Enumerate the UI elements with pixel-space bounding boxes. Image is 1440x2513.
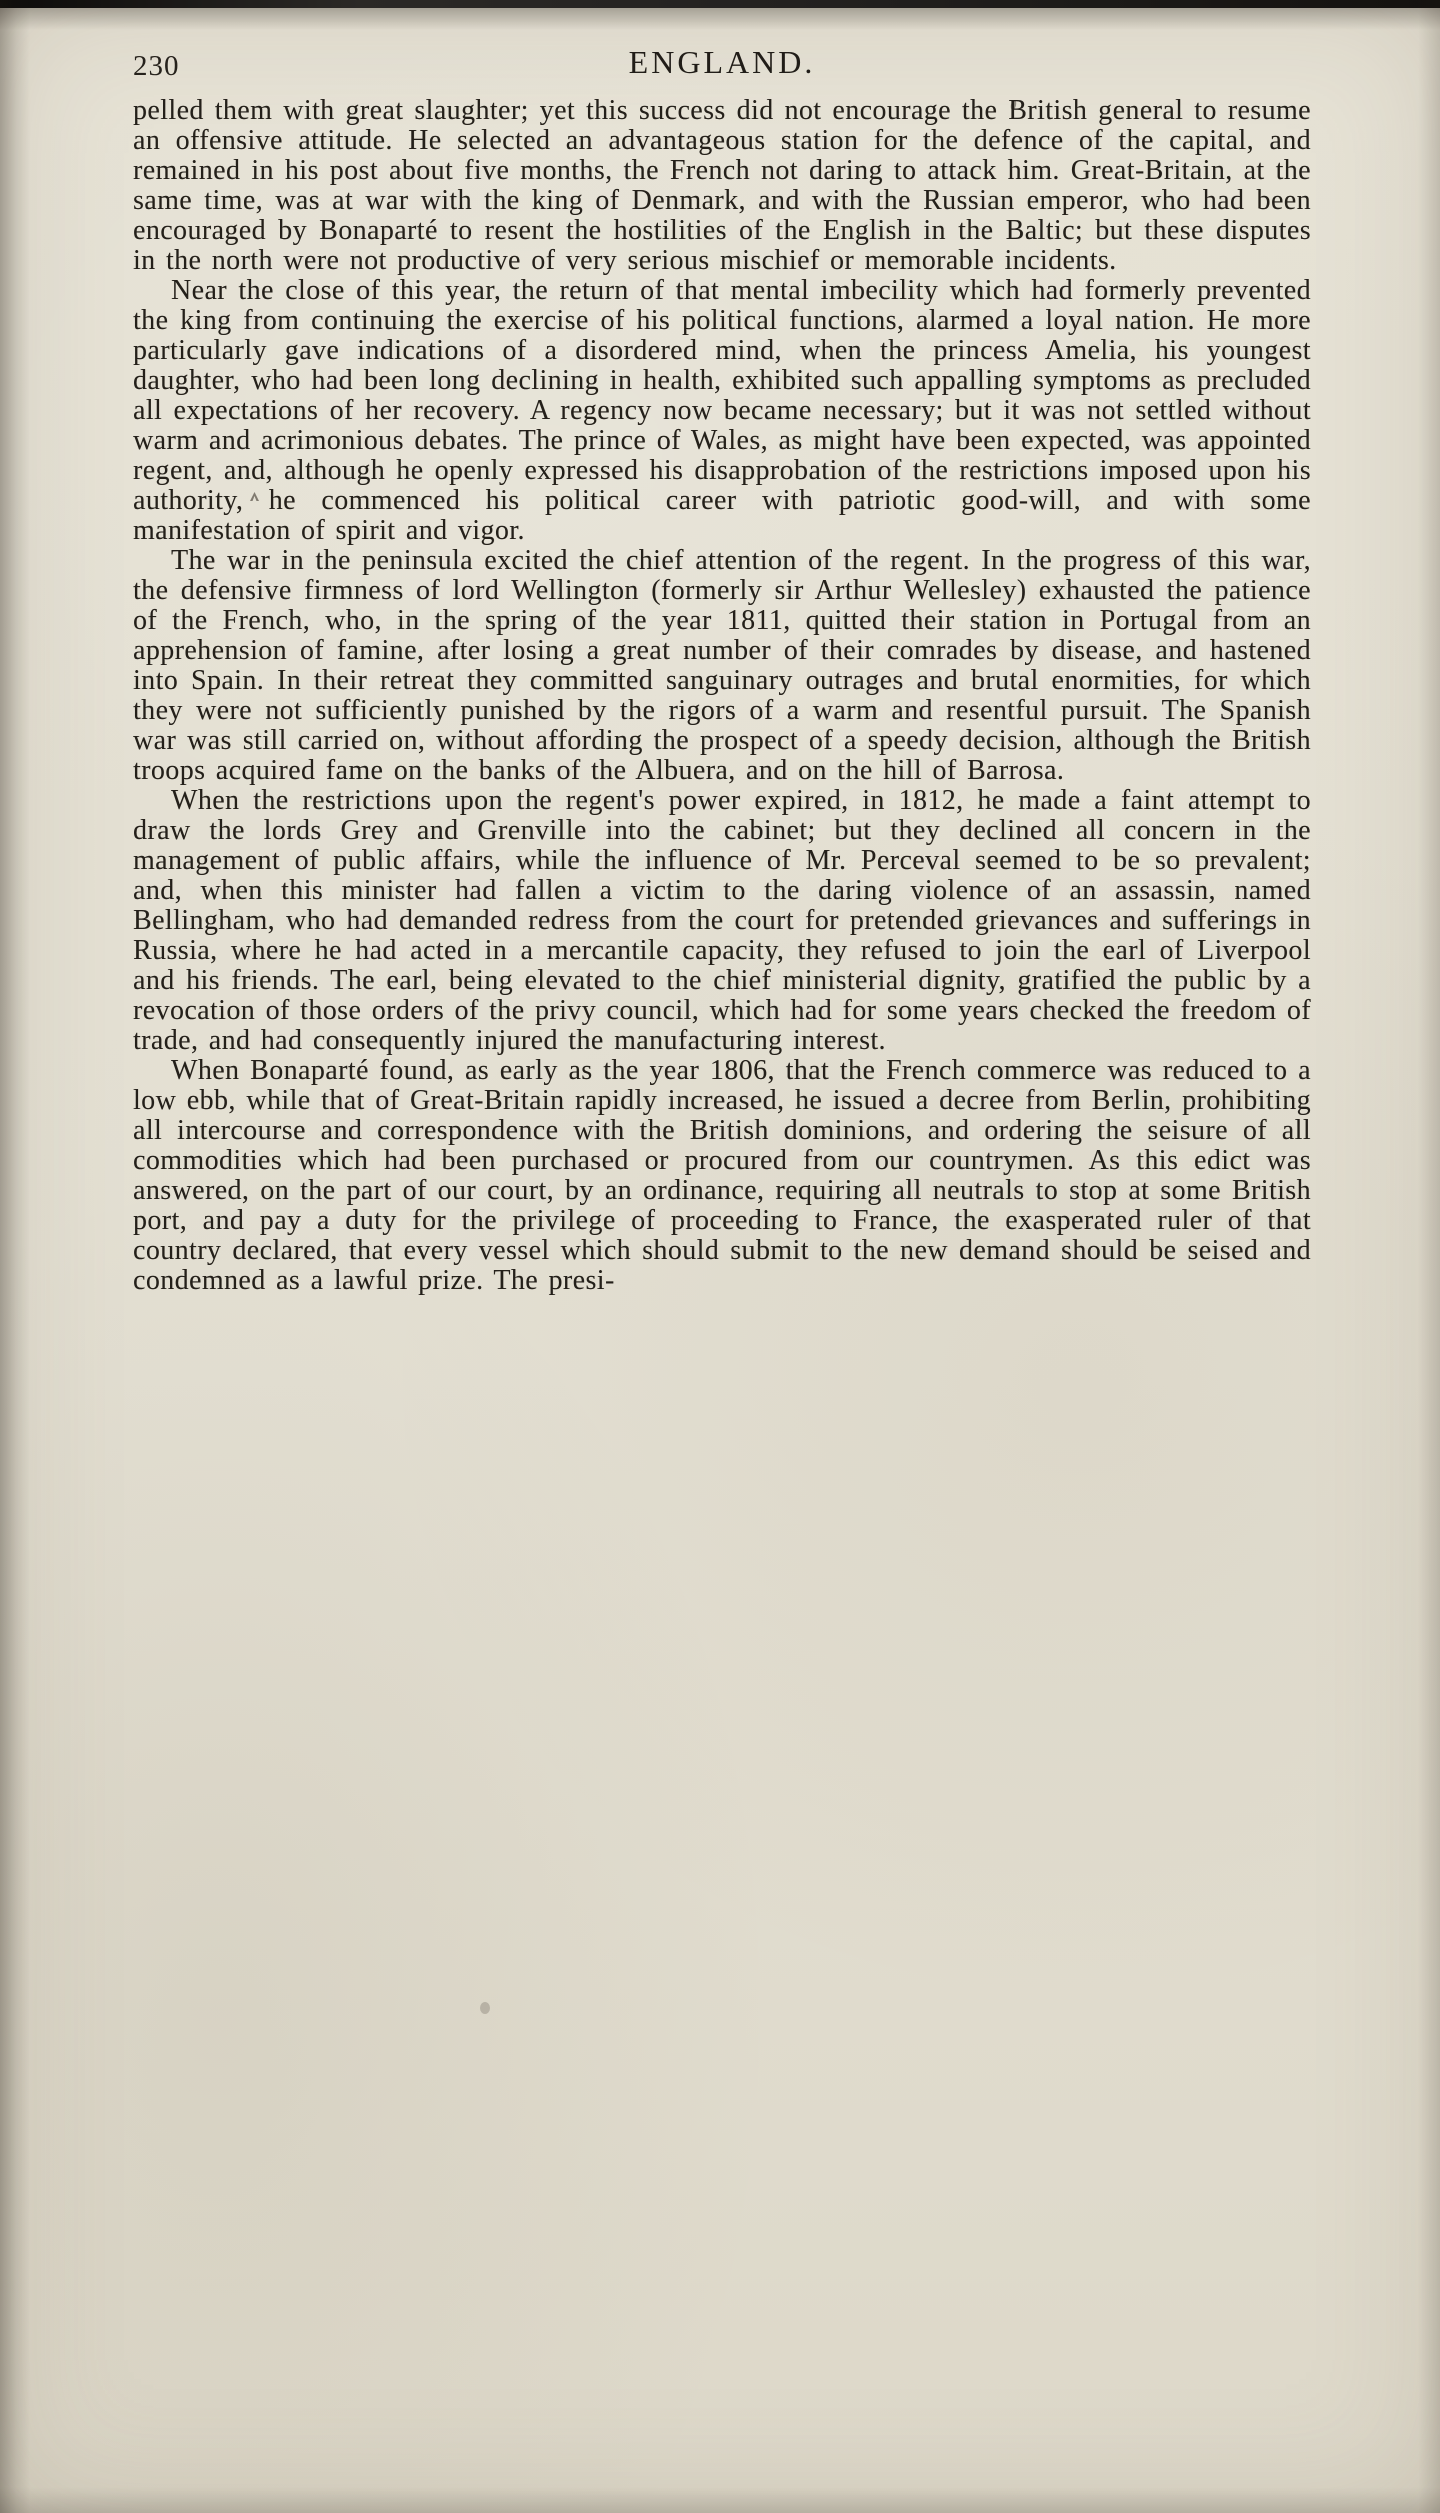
scan-edge-top [0, 0, 1440, 8]
scan-edge-left [0, 0, 30, 2513]
paragraph: When Bonaparté found, as early as the year 1806, that the French commerce was reduced to a low ebb, while that of Great-Britain rapidly increased, he issued a decree from Berlin, prohibiting all intercourse and correspondence with the British dominions, and ordering the seisure of all commodities which had been purchased or procured from our countrymen. As this edict was answered, on the part of our court, by an ordinance, requiring all neutrals to stop at some British port, and pay a duty for the privilege of proceeding to France, the exasperated ruler of that country declared, that every vessel which should submit to the new demand should be seised and condemned as a lawful prize. The presi- [133, 1055, 1311, 1296]
scan-edge-right [1418, 0, 1440, 2513]
paragraph: The war in the peninsula excited the chief attention of the regent. In the progress of this war, the defensive firmness of lord Wellington (formerly sir Arthur Wellesley) exhausted the patience of the French, who, in the spring of the year 1811, quitted their station in Portugal from an apprehension of famine, after losing a great number of their comrades by disease, and hastened into Spain. In their retreat they committed sanguinary outrages and brutal enormities, for which they were not sufficiently punished by the rigors of a warm and resentful pursuit. The Spanish war was still carried on, without affording the prospect of a speedy decision, although the British troops acquired fame on the banks of the Albuera, and on the hill of Barrosa. [133, 545, 1311, 786]
text-block [133, 96, 1311, 1296]
paragraph: pelled them with great slaughter; yet this success did not encourage the British general to resume an offensive attitude. He selected an advantageous station for the defence of the capital, and remained in his post about five months, the French not daring to attack him. Great-Britain, at the same time, was at war with the king of Denmark, and with the Russian emperor, who had been encouraged by Bonaparté to resent the hostilities of the English in the Baltic; but these disputes in the north were not productive of very serious mischief or memorable incidents. [133, 95, 1311, 276]
paragraph: Near the close of this year, the return of that mental imbecility which had formerly prevented the king from continuing the exercise of his political functions, alarmed a loyal nation. He more particularly gave indications of a disordered mind, when the princess Amelia, his youngest daughter, who had been long declining in health, exhibited such appalling symptoms as precluded all expectations of her recovery. A regency now became necessary; but it was not settled without warm and acrimonious debates. The prince of Wales, as might have been expected, was appointed regent, and, although he openly expressed his disapprobation of the restrictions imposed upon his authority, he commenced his political career with patriotic good-will, and with some manifestation of spirit and vigor. [133, 275, 1311, 546]
scan-edge-bottom [0, 2487, 1440, 2513]
page-number: 230 [133, 50, 180, 82]
ink-speck [480, 2002, 490, 2014]
running-head-title: ENGLAND. [628, 44, 816, 80]
running-header [133, 44, 1311, 88]
paragraph: When the restrictions upon the regent's power expired, in 1812, he made a faint attempt to draw the lords Grey and Grenville into the cabinet; but they declined all concern in the management of public affairs, while the influence of Mr. Perceval seemed to be so prevalent; and, when this minister had fallen a victim to the daring violence of an assassin, named Bellingham, who had demanded redress from the court for pretended grievances and sufferings in Russia, where he had acted in a mercantile capacity, they refused to join the earl of Liverpool and his friends. The earl, being elevated to the chief ministerial dignity, gratified the public by a revocation of those orders of the privy council, which had for some years checked the freedom of trade, and had consequently injured the manufacturing interest. [133, 785, 1311, 1056]
